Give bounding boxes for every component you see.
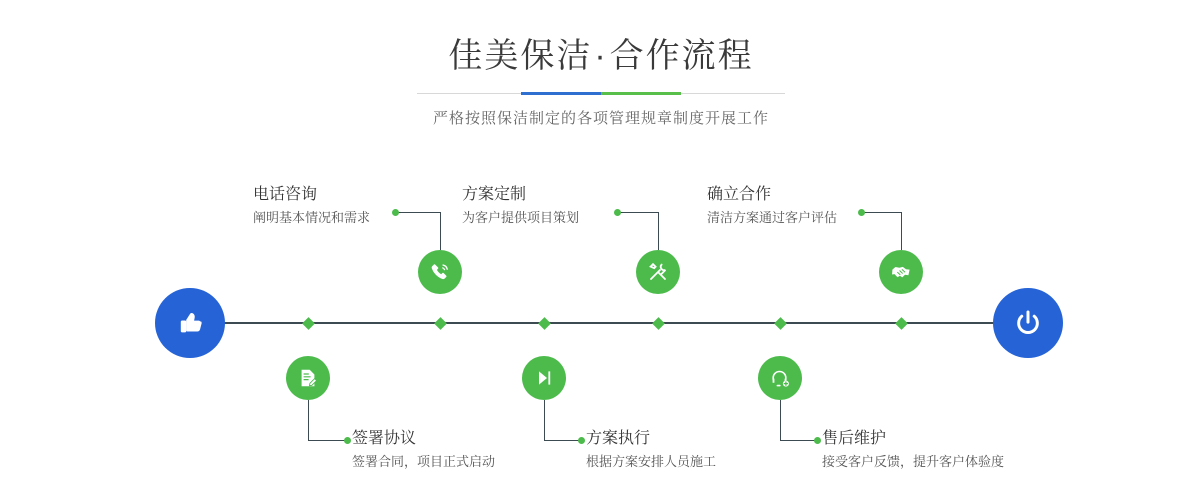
step-title: 售后维护 — [822, 430, 887, 447]
page-title-main: 佳美保洁 — [448, 37, 593, 75]
divider-accent-blue — [521, 92, 601, 95]
connector-line — [544, 440, 580, 441]
axis-marker — [895, 317, 908, 330]
timeline — [0, 150, 1202, 502]
step-label-plan-execute — [586, 428, 716, 472]
step-desc: 接受客户反馈，提升客户体验度 — [822, 454, 1005, 469]
handshake-icon — [889, 260, 913, 284]
axis-marker — [538, 317, 551, 330]
step-label-phone-consult — [253, 184, 370, 228]
axis-marker — [652, 317, 665, 330]
step-desc: 根据方案安排人员施工 — [586, 454, 717, 469]
step-title: 电话咨询 — [253, 186, 318, 203]
timeline-start-node[interactable] — [155, 288, 225, 358]
step-label-after-sales — [822, 428, 1004, 472]
title-divider — [417, 92, 785, 95]
tools-icon — [646, 260, 670, 284]
phone-call-icon — [428, 260, 452, 284]
connector-line — [617, 212, 658, 213]
connector-line — [395, 212, 440, 213]
power-icon — [1011, 306, 1045, 340]
connector-line — [544, 400, 545, 440]
connector-line — [308, 440, 346, 441]
axis-marker — [774, 317, 787, 330]
step-node-phone-consult[interactable] — [418, 250, 462, 294]
step-desc: 阐明基本情况和需求 — [253, 210, 371, 225]
step-title: 签署协议 — [352, 430, 417, 447]
play-forward-icon — [532, 366, 556, 390]
step-node-plan-customize[interactable] — [636, 250, 680, 294]
connector-line — [901, 212, 902, 250]
timeline-end-node[interactable] — [993, 288, 1063, 358]
timeline-axis — [160, 322, 1042, 324]
step-desc: 签署合同，项目正式启动 — [352, 454, 496, 469]
document-edit-icon — [296, 366, 320, 390]
step-desc: 为客户提供项目策划 — [462, 210, 580, 225]
step-title: 方案执行 — [586, 430, 651, 447]
connector-endpoint-dot — [392, 209, 399, 216]
step-label-plan-customize — [462, 184, 579, 228]
connector-endpoint-dot — [614, 209, 621, 216]
page-title-separator: · — [594, 37, 608, 75]
connector-line — [861, 212, 901, 213]
axis-marker — [434, 317, 447, 330]
connector-line — [780, 400, 781, 440]
thumbs-up-icon — [173, 306, 207, 340]
step-desc: 清洁方案通过客户评估 — [707, 210, 838, 225]
connector-endpoint-dot — [858, 209, 865, 216]
step-title: 确立合作 — [707, 186, 772, 203]
page-title — [0, 34, 1202, 78]
step-label-sign-agreement — [352, 428, 495, 472]
connector-endpoint-dot — [578, 437, 585, 444]
step-node-after-sales[interactable] — [758, 356, 802, 400]
connector-line — [440, 212, 441, 250]
axis-marker — [302, 317, 315, 330]
connector-line — [308, 400, 309, 440]
step-node-sign-agreement[interactable] — [286, 356, 330, 400]
step-node-establish-cooperation[interactable] — [879, 250, 923, 294]
page-subtitle: 严格按照保洁制定的各项管理规章制度开展工作 — [432, 110, 769, 127]
step-title: 方案定制 — [462, 186, 527, 203]
headset-add-icon — [768, 366, 792, 390]
step-node-plan-execute[interactable] — [522, 356, 566, 400]
step-label-establish-cooperation — [707, 184, 837, 228]
connector-endpoint-dot — [344, 437, 351, 444]
page-title-sub: 合作流程 — [609, 37, 754, 75]
page-header — [0, 34, 1202, 128]
connector-line — [658, 212, 659, 250]
connector-endpoint-dot — [814, 437, 821, 444]
divider-accent-green — [601, 92, 681, 95]
connector-line — [780, 440, 816, 441]
